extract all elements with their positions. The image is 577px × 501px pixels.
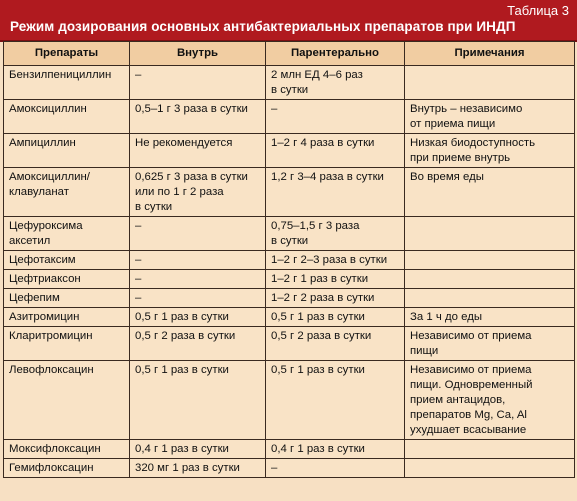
table-number-label: Таблица 3 (507, 3, 569, 18)
notes-cell: За 1 ч до еды (405, 308, 575, 327)
table-row (4, 100, 575, 134)
notes-cell (405, 440, 575, 459)
table-row (4, 308, 575, 327)
table-row (4, 361, 575, 440)
notes-cell (405, 251, 575, 270)
dosage-table (3, 41, 575, 478)
oral-dose-cell: 0,5 г 2 раза в сутки (130, 327, 266, 361)
notes-cell (405, 289, 575, 308)
notes-cell (405, 270, 575, 289)
oral-dose-cell: – (130, 289, 266, 308)
parenteral-dose-cell: 1,2 г 3–4 раза в сутки (266, 168, 405, 217)
parenteral-dose-cell: – (266, 100, 405, 134)
drug-cell: Левофлоксацин (4, 361, 130, 440)
drug-cell: Бензилпенициллин (4, 66, 130, 100)
parenteral-dose-cell: 1–2 г 2 раза в сутки (266, 289, 405, 308)
notes-cell: Независимо от приема пищи (405, 327, 575, 361)
drug-cell: Цефотаксим (4, 251, 130, 270)
table-title: Режим дозирования основных антибактериальных препаратов при ИНДП (10, 19, 516, 34)
oral-dose-cell: 0,625 г 3 раза в сутки или по 1 г 2 раза в сутки (130, 168, 266, 217)
notes-cell: Независимо от приема пищи. Одновременный прием антацидов, препаратов Mg, Ca, Al ухудшает всасывание (405, 361, 575, 440)
table-row (4, 66, 575, 100)
parenteral-dose-cell: 1–2 г 2–3 раза в сутки (266, 251, 405, 270)
oral-dose-cell: 320 мг 1 раз в сутки (130, 459, 266, 478)
oral-dose-cell: – (130, 270, 266, 289)
table-row (4, 168, 575, 217)
drug-cell: Кларитромицин (4, 327, 130, 361)
drug-cell: Ампициллин (4, 134, 130, 168)
notes-cell: Во время еды (405, 168, 575, 217)
oral-dose-cell: 0,4 г 1 раз в сутки (130, 440, 266, 459)
oral-dose-cell: – (130, 217, 266, 251)
parenteral-dose-cell: 1–2 г 1 раз в сутки (266, 270, 405, 289)
column-header-drugs: Препараты (4, 42, 130, 66)
table-body (4, 66, 575, 478)
parenteral-dose-cell: 1–2 г 4 раза в сутки (266, 134, 405, 168)
table-row (4, 270, 575, 289)
oral-dose-cell: – (130, 66, 266, 100)
oral-dose-cell: 0,5 г 1 раз в сутки (130, 308, 266, 327)
oral-dose-cell: 0,5 г 1 раз в сутки (130, 361, 266, 440)
drug-cell: Цефтриаксон (4, 270, 130, 289)
oral-dose-cell: 0,5–1 г 3 раза в сутки (130, 100, 266, 134)
drug-cell: Цефепим (4, 289, 130, 308)
parenteral-dose-cell: 0,75–1,5 г 3 раза в сутки (266, 217, 405, 251)
notes-cell (405, 459, 575, 478)
oral-dose-cell: Не рекомендуется (130, 134, 266, 168)
column-header-oral: Внутрь (130, 42, 266, 66)
table-row (4, 251, 575, 270)
table-row (4, 289, 575, 308)
column-header-parenteral: Парентерально (266, 42, 405, 66)
parenteral-dose-cell: – (266, 459, 405, 478)
parenteral-dose-cell: 0,5 г 2 раза в сутки (266, 327, 405, 361)
parenteral-dose-cell: 0,4 г 1 раз в сутки (266, 440, 405, 459)
notes-cell (405, 66, 575, 100)
table-header-bar (0, 0, 577, 42)
table-row (4, 217, 575, 251)
table-row (4, 440, 575, 459)
parenteral-dose-cell: 0,5 г 1 раз в сутки (266, 308, 405, 327)
column-header-notes: Примечания (405, 42, 575, 66)
drug-cell: Азитромицин (4, 308, 130, 327)
notes-cell: Низкая биодоступность при приеме внутрь (405, 134, 575, 168)
oral-dose-cell: – (130, 251, 266, 270)
notes-cell (405, 217, 575, 251)
notes-cell: Внутрь – независимо от приема пищи (405, 100, 575, 134)
drug-cell: Амоксициллин/ клавуланат (4, 168, 130, 217)
parenteral-dose-cell: 0,5 г 1 раз в сутки (266, 361, 405, 440)
drug-cell: Моксифлоксацин (4, 440, 130, 459)
table-row (4, 134, 575, 168)
table-header-row (4, 42, 575, 66)
drug-cell: Цефуроксима аксетил (4, 217, 130, 251)
parenteral-dose-cell: 2 млн ЕД 4–6 раз в сутки (266, 66, 405, 100)
table-row (4, 327, 575, 361)
drug-cell: Амоксициллин (4, 100, 130, 134)
table-row (4, 459, 575, 478)
drug-cell: Гемифлоксацин (4, 459, 130, 478)
